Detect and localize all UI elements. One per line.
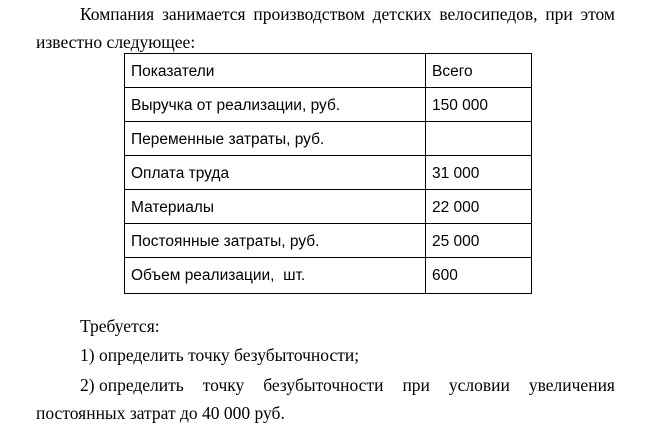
intro-word: производством [253, 4, 365, 24]
task-item-2-line-2: постоянных затрат до 40 000 руб. [36, 403, 285, 423]
table-cell-value [426, 122, 532, 156]
table-cell-label: Объем реализации, шт. [125, 258, 426, 294]
table-cell-value: 22 000 [426, 190, 532, 224]
table-cell-label: Переменные затраты, руб. [125, 122, 426, 156]
task-word: 2) определить [80, 375, 184, 395]
table-cell-value: 150 000 [426, 88, 532, 122]
table-row [125, 88, 532, 122]
table-header-row [125, 54, 532, 88]
task-word: точку [202, 375, 245, 395]
task-item-2-line-1 [80, 375, 615, 396]
intro-line-2: известно следующее: [36, 32, 196, 52]
intro-word: при [545, 4, 573, 24]
table-row [125, 122, 532, 156]
table-cell-value: 600 [426, 258, 532, 294]
table-row [125, 224, 532, 258]
table-cell-value: 25 000 [426, 224, 532, 258]
header-cell-total: Всего [426, 54, 532, 88]
table-row [125, 190, 532, 224]
header-cell-indicator: Показатели [125, 54, 426, 88]
table-cell-label: Выручка от реализации, руб. [125, 88, 426, 122]
indicators-table [124, 53, 532, 294]
table-cell-value: 31 000 [426, 156, 532, 190]
table-row [125, 258, 532, 294]
task-word: безубыточности [263, 375, 384, 395]
intro-word: детских [372, 4, 432, 24]
intro-word: велосипедов, [439, 4, 538, 24]
table-row [125, 156, 532, 190]
table-cell-label: Оплата труда [125, 156, 426, 190]
intro-line-1 [80, 4, 615, 25]
table-cell-label: Постоянные затраты, руб. [125, 224, 426, 258]
table-cell-label: Материалы [125, 190, 426, 224]
task-heading: Требуется: [80, 316, 160, 336]
intro-word: этом [580, 4, 615, 24]
task-word: условии [448, 375, 510, 395]
intro-word: Компания [80, 4, 155, 24]
task-word: увеличения [528, 375, 615, 395]
task-item-1: 1) определить точку безубыточности; [80, 345, 360, 365]
intro-word: занимается [162, 4, 246, 24]
task-word: при [402, 375, 430, 395]
